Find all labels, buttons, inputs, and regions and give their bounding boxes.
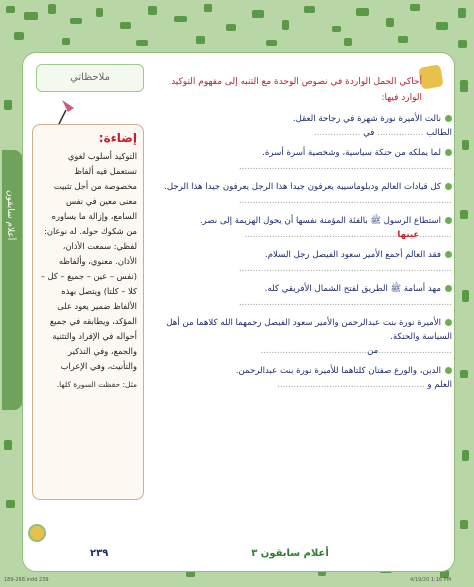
decor-dot [344, 38, 352, 46]
decor-dot [6, 6, 15, 13]
side-tab-label: أعلام سابقون [5, 190, 15, 241]
fill-word: الطالب [426, 128, 452, 138]
bullet-icon [445, 285, 452, 292]
decor-dot [196, 36, 205, 44]
fill-line[interactable]: الطالب ................. في ................. [313, 128, 452, 138]
decor-dot [14, 32, 24, 40]
fill-word: العلم [434, 380, 452, 390]
bullet-icon [445, 149, 452, 156]
page-icon [28, 524, 46, 542]
exercise-item [152, 248, 452, 276]
fill-line[interactable]: .............................................................................. [238, 264, 452, 274]
print-info-right: 4/19/20 1:16 PM [410, 577, 452, 583]
exercise-item [152, 214, 452, 242]
fill-line[interactable]: ............عينها........................................................ [244, 230, 452, 240]
item-text: نالت الأميرة نورة شهرة في رجاحة العقل. [292, 114, 441, 124]
decor-dot [48, 4, 56, 14]
decor-dot [96, 8, 103, 17]
fill-line[interactable]: .............................................................................. [238, 298, 452, 308]
fill-line[interactable]: .............................................................................. [238, 162, 452, 172]
decor-dot [282, 20, 289, 30]
decor-dot [304, 6, 315, 13]
decor-dot [148, 6, 157, 15]
item-text: كل قيادات العالم ودبلوماسييه يعرفون جيدا هذا الرجل يعرفون جيدا هذا الرجل. [164, 182, 441, 192]
item-text: مهد أسامة ﷺ الطريق لفتح الشمال الأفريقي كله. [264, 284, 441, 294]
bullet-icon [445, 319, 452, 326]
decor-dot [458, 40, 467, 48]
bullet-icon [445, 115, 452, 122]
bullet-icon [445, 251, 452, 258]
exercise-item [152, 146, 452, 174]
decor-dot [266, 40, 277, 46]
fill-line[interactable]: .............................................................................. [238, 196, 452, 206]
bullet-icon [445, 367, 452, 374]
item-text: لما يملكه من حنكة سياسية، وشخصية أسرة أسرة. [262, 148, 441, 158]
print-info-left: 189-268.indd 239 [4, 577, 49, 583]
decor-dot [332, 26, 341, 32]
decor-dot [62, 38, 70, 45]
bullet-icon [445, 183, 452, 190]
decor-dot [136, 40, 148, 46]
decor-dot [174, 16, 187, 22]
decor-dot [460, 370, 468, 378]
decor-dot [460, 520, 468, 529]
notes-example: مثل: حفظت السورة كلها. [56, 380, 137, 389]
decor-dot [462, 290, 469, 302]
notes-title: إضاءة: [98, 131, 137, 145]
fill-line[interactable]: العلم و ...................................................... [277, 380, 452, 390]
exercise-item [152, 282, 452, 310]
fill-word: في [363, 128, 375, 138]
item-text: فقد العالم أجمع الأمير سعود الفيصل رجل السلام. [264, 250, 441, 260]
item-text: الدين، والورع صفتان كلتاهما للأميرة نورة بنت عبدالرحمن. [235, 366, 441, 376]
side-tab [2, 150, 22, 410]
exercise-section [152, 74, 452, 392]
answer-text: عينها [397, 230, 420, 240]
decor-dot [356, 8, 369, 16]
notes-text: التوكيد أسلوب لغوي تستعمل فيه ألفاظ مخصوصة من أجل تثبيت معنى معين في نفس السامع، وإزالة ما يساوره من شكوك حوله. له نوعان: لفظي: سمعت الأذان، الأذان. معنوي، وألفاظه (نفس – عين – جميع – كل – كلا – كلتا) ويتصل بهذه الألفاظ ضمير يعود على المؤكد، ويطابقه في جميع أحواله في الإفراد والتثنية والجمع، وفي التذكير والتأنيث، وفي الإعراب [40, 151, 137, 371]
page-number: ٢٣٩ [90, 548, 109, 559]
decor-dot [120, 22, 131, 29]
decor-dot [226, 24, 236, 31]
fill-word: من [367, 346, 379, 356]
decor-dot [204, 4, 212, 12]
decor-dot [386, 18, 394, 27]
footer-title: أعلام سابقون ٣ [251, 548, 329, 559]
decor-dot [462, 450, 469, 461]
decor-dot [252, 10, 264, 18]
fill-line[interactable]: ...........................من....................................... [260, 346, 452, 356]
exercise-item [152, 364, 452, 392]
decor-dot [436, 22, 448, 30]
decor-dot [460, 80, 468, 92]
exercise-item [152, 112, 452, 140]
item-text: الأميرة نورة بنت عبدالرحمن والأمير سعود الفيصل رحمهما الله كلاهما من أهل السياسة والحنكة. [166, 318, 452, 342]
exercise-item [152, 316, 452, 358]
decor-dot [70, 18, 82, 24]
decor-dot [6, 500, 15, 508]
decor-dot [410, 4, 420, 11]
decor-dot [460, 210, 468, 219]
exercise-item [152, 180, 452, 208]
decor-dot [24, 12, 38, 20]
fill-word: و [427, 380, 432, 390]
notes-box [32, 124, 144, 500]
item-text: استطاع الرسول ﷺ بالفئة المؤمنة نفسها أن يحول الهزيمة إلى نصر. [199, 216, 441, 226]
bullet-icon [445, 217, 452, 224]
decor-dot [462, 140, 469, 150]
instruction-text: أحاكي الجمل الواردة في نصوص الوحدة مع التنبه إلى مفهوم التوكيد الوارد فيها: [171, 77, 422, 103]
decor-dot [398, 36, 408, 43]
notes-header: ملاحظاتي [36, 64, 144, 92]
decor-dot [458, 8, 466, 18]
decor-dot [4, 100, 12, 110]
decor-dot [4, 440, 12, 450]
